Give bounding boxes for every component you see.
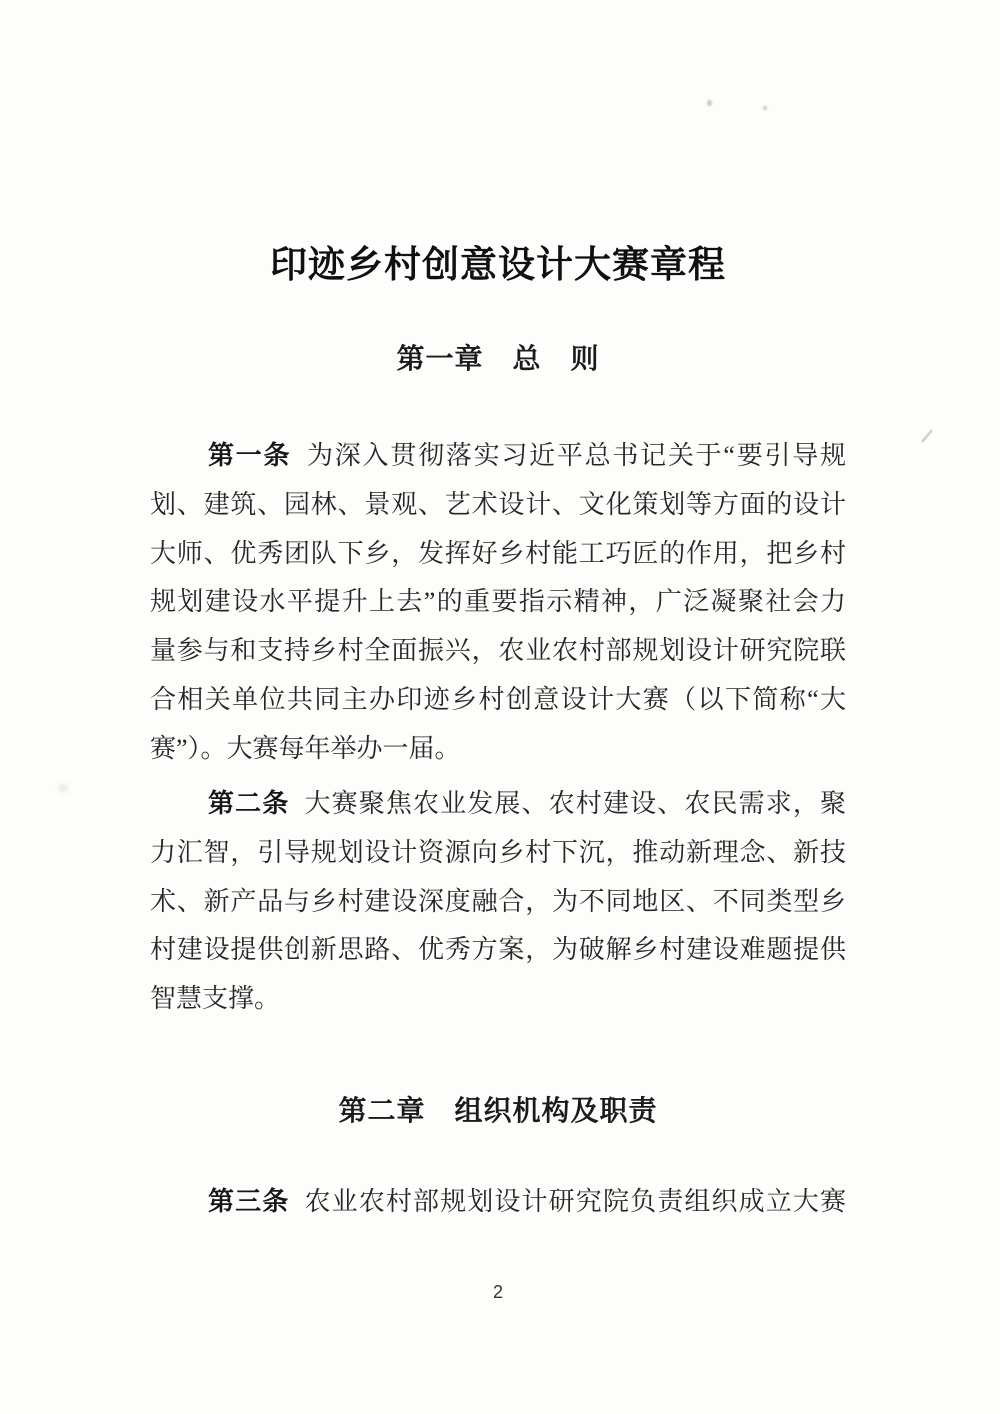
chapter1-heading: 第一章 总 则 <box>396 343 600 374</box>
document-title: 印迹乡村创意设计大赛章程 <box>270 245 726 286</box>
article2-paragraph <box>150 780 846 1024</box>
article1-line-1 <box>150 432 846 481</box>
scan-speck <box>763 106 767 110</box>
page-number: 2 <box>492 1282 503 1302</box>
article1-line-3: 大师、优秀团队下乡，发挥好乡村能工巧匠的作用，把乡村 <box>150 538 846 568</box>
article2-line-3: 术、新产品与乡村建设深度融合，为不同地区、不同类型乡 <box>150 886 846 916</box>
article2-line-4: 村建设提供创新思路、优秀方案，为破解乡村建设难题提供 <box>150 935 846 965</box>
article2-opening-text: 大赛聚焦农业发展、农村建设、农民需求，聚 <box>303 789 846 818</box>
scan-speck <box>707 100 712 106</box>
article1-line-2: 划、建筑、园林、景观、艺术设计、文化策划等方面的设计 <box>150 489 846 519</box>
chapter2-heading: 第二章 组织机构及职责 <box>338 1095 658 1126</box>
article3-opening-text: 农业农村部规划设计研究院负责组织成立大赛 <box>303 1187 846 1216</box>
article1-line-5: 量参与和支持乡村全面振兴，农业农村部规划设计研究院联 <box>150 636 846 666</box>
scan-smudge <box>58 784 68 792</box>
article1-line-7: 赛”）。大赛每年举办一届。 <box>150 733 461 763</box>
article1-paragraph <box>150 432 846 774</box>
article3-paragraph <box>150 1178 846 1227</box>
article1-label: 第一条 <box>208 441 292 470</box>
article3-label: 第三条 <box>208 1187 290 1216</box>
article2-line-2: 力汇智，引导规划设计资源向乡村下沉，推动新理念、新技 <box>150 837 846 867</box>
article2-line-5: 智慧支撑。 <box>150 984 281 1014</box>
article1-line-4: 规划建设水平提升上去”的重要指示精神，广泛凝聚社会力 <box>150 587 846 617</box>
scan-scratch <box>921 429 933 443</box>
article2-line-1 <box>150 780 846 829</box>
article2-label: 第二条 <box>208 789 290 818</box>
article1-line-6: 合相关单位共同主办印迹乡村创意设计大赛（以下简称“大 <box>150 684 846 714</box>
article3-line-1 <box>150 1178 846 1227</box>
article1-opening-text: 为深入贯彻落实习近平总书记关于“要引导规 <box>305 441 846 470</box>
